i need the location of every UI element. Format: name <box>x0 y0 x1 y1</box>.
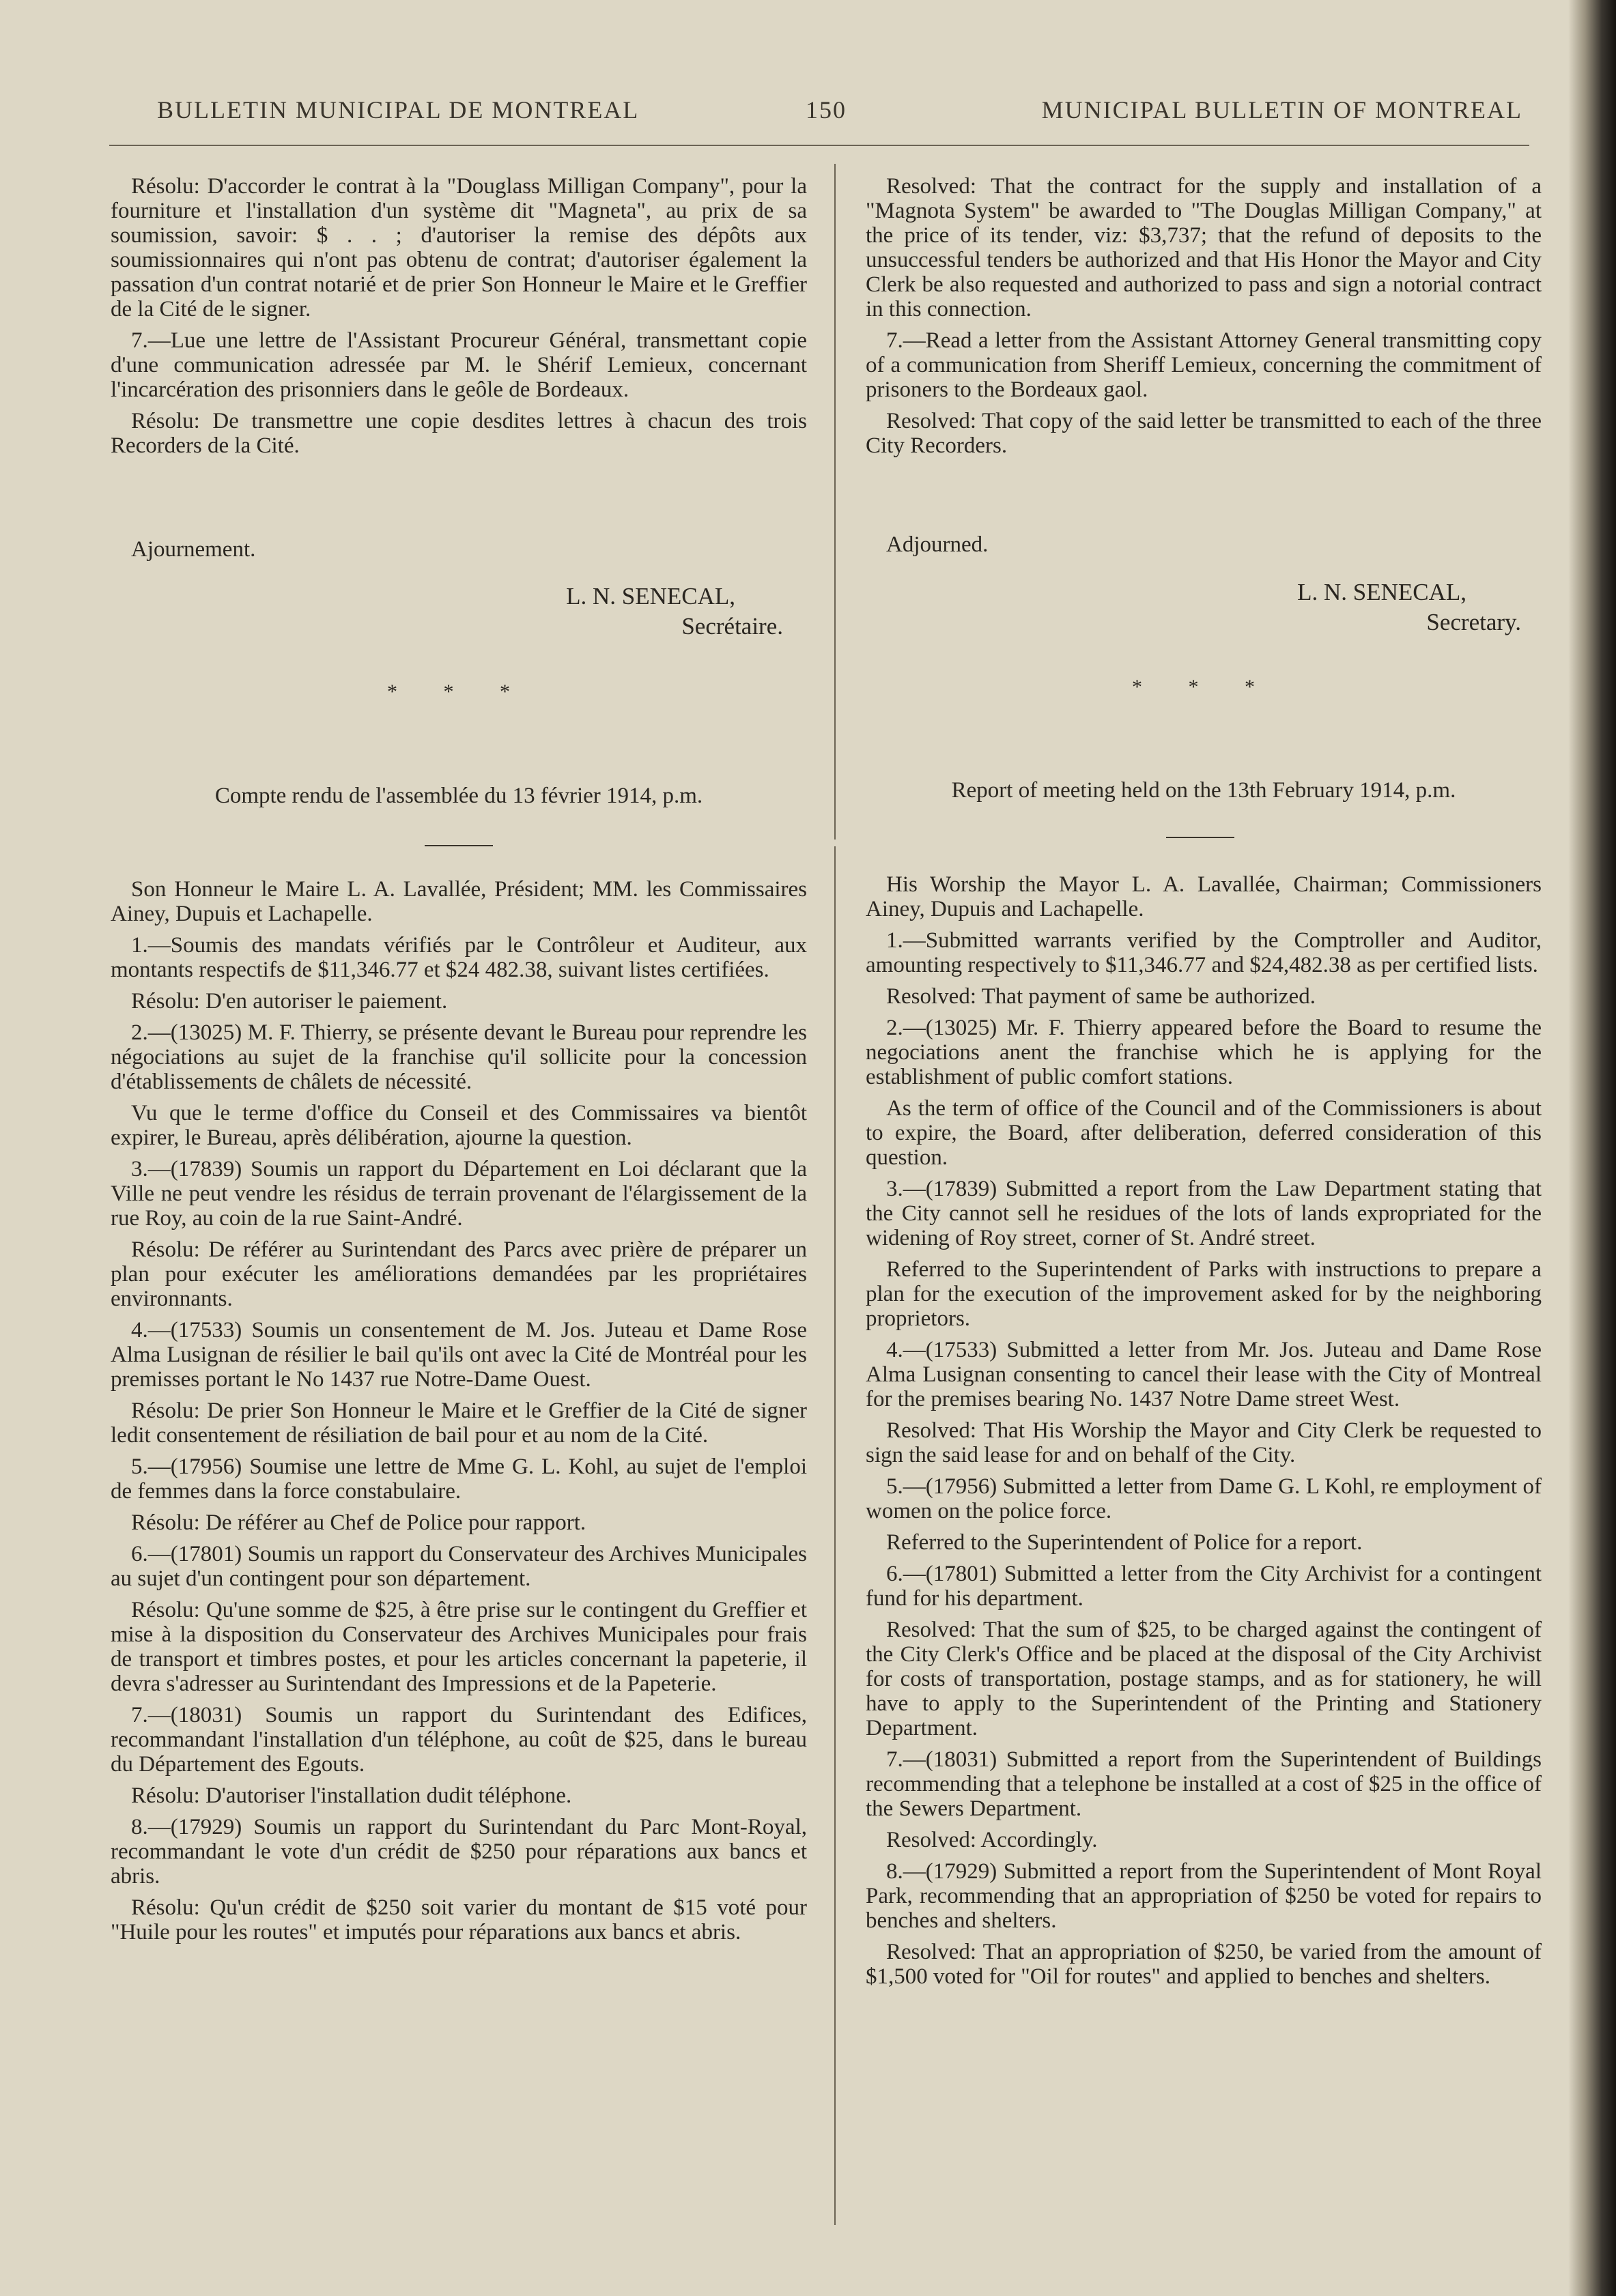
fr-resolution-2: Vu que le terme d'office du Conseil et des Commissaires va bientôt expirer, le Bureau, après délibération, ajourne la question. <box>111 1101 807 1150</box>
fr-attendance: Son Honneur le Maire L. A. Lavallée, Président; MM. les Commissaires Ainey, Dupuis et Lachapelle. <box>111 877 807 926</box>
fr-resolution-1: Résolu: D'en autoriser le paiement. <box>131 989 448 1014</box>
en-resolution-5: Referred to the Superintendent of Police for a report. <box>886 1530 1363 1555</box>
english-top-section <box>866 174 1542 465</box>
fr-item-1: 1.—Soumis des mandats vérifiés par le Contrôleur et Auditeur, aux montants respectifs de $11,346.77 et $24 482.38, suivant listes certifiées. <box>111 933 807 982</box>
english-closing <box>866 532 1542 564</box>
fr-resolution-3: Résolu: De référer au Surintendant des Parcs avec prière de préparer un plan pour exécuter les améliorations demandées par les propriétaires environnants. <box>111 1237 807 1311</box>
en-item-5: 5.—(17956) Submitted a letter from Dame G. L Kohl, re employment of women on the police force. <box>866 1474 1542 1523</box>
en-resolution-8: Resolved: That an appropriation of $250, be varied from the amount of $1,500 voted for "Oil for routes" and applied to benches and shelters. <box>866 1940 1542 1989</box>
fr-item-6: 6.—(17801) Soumis un rapport du Conservateur des Archives Municipales au sujet d'un contingent pour son département. <box>111 1542 807 1591</box>
french-top-section <box>111 174 807 465</box>
en-resolution-1: Resolved: That payment of same be authorized. <box>886 984 1316 1009</box>
en-item-3: 3.—(17839) Submitted a report from the Law Department stating that the City cannot sell he residues of the lots of lands expropriated for the widening of Roy street, corner of St. André street. <box>866 1177 1542 1250</box>
fr-resolution-8: Résolu: Qu'un crédit de $250 soit varier du montant de $15 voté pour "Huile pour les routes" et imputés pour réparations aux bancs et abris. <box>111 1895 807 1945</box>
fr-resolution-7: Résolu: De transmettre une copie desdites lettres à chacun des trois Recorders de la Cité. <box>111 409 807 458</box>
fr-item-8: 8.—(17929) Soumis un rapport du Surintendant du Parc Mont-Royal, recommandant le vote d'un crédit de $250 pour réparations aux bancs et abris. <box>111 1815 807 1889</box>
fr-item-2: 2.—(13025) M. F. Thierry, se présente devant le Bureau pour reprendre les négociations au sujet de la franchise qu'il sollicite pour la concession d'établissements de châlets de nécessité. <box>111 1020 807 1094</box>
fr-resolution-4: Résolu: De prier Son Honneur le Maire et le Greffier de la Cité de signer ledit consentement de résiliation de bail pour et au nom de la Cité. <box>111 1398 807 1448</box>
fr-resolution-contract: Résolu: D'accorder le contrat à la "Douglass Milligan Company", pour la fourniture et l'installation d'un système dit "Magneta", au prix de sa soumission, savoir: $ . . ; d'autoriser la remise des dépôts aux soumissionnaires qui n'ont pas obtenu de contrat; d'autoriser également la passation d'un contrat notarié et de prier Son Honneur le Maire et le Greffier de la Cité de le signer. <box>111 174 807 321</box>
french-closing <box>111 537 807 569</box>
book-spine-shadow <box>1568 0 1616 2296</box>
page-number: 150 <box>806 96 847 124</box>
fr-signature-title: Secrétaire. <box>681 613 783 640</box>
fr-item-5: 5.—(17956) Soumise une lettre de Mme G. L. Kohl, au sujet de l'emploi de femmes dans la force constabulaire. <box>111 1454 807 1504</box>
fr-item-7: 7.—Lue une lettre de l'Assistant Procureur Général, transmettant copie d'une communication adressée par M. le Shérif Lemieux, concernant l'incarcération des prisonniers dans le geôle de Bordeaux. <box>111 328 807 402</box>
en-attendance: His Worship the Mayor L. A. Lavallée, Chairman; Commissioners Ainey, Dupuis and Lachapelle. <box>866 872 1542 921</box>
french-signature <box>111 582 783 642</box>
fr-item-4: 4.—(17533) Soumis un consentement de M. Jos. Juteau et Dame Rose Alma Lusignan de résilier le bail qu'ils ont avec la Cité de Montréal pour les premisses portant le No 1437 rue Notre-Dame Ouest. <box>111 1318 807 1392</box>
en-item-1: 1.—Submitted warrants verified by the Comptroller and Auditor, amounting respectively to $11,346.77 and $24,482.38 as per certified lists. <box>866 928 1542 977</box>
en-resolution-6: Resolved: That the sum of $25, to be charged against the contingent of the City Clerk's Office and be placed at the disposal of the City Archivist for costs of transportation, postage stamps, and as for stationery, he will have to apply to the Superintendent of the Printing and Stationery Department. <box>866 1618 1542 1740</box>
fr-resolution-5: Résolu: De référer au Chef de Police pour rapport. <box>131 1510 586 1535</box>
fr-signature-name: L. N. SENECAL, <box>566 583 735 609</box>
en-item-2: 2.—(13025) Mr. F. Thierry appeared before the Board to resume the negociations anent the franchise which he is applying for the establishment of public comfort stations. <box>866 1016 1542 1089</box>
english-report-title: Report of meeting held on the 13th February 1914, p.m. <box>951 778 1456 803</box>
en-adjournment: Adjourned. <box>886 532 989 557</box>
fr-resolution-7b: Résolu: D'autoriser l'installation dudit téléphone. <box>131 1783 572 1808</box>
column-divider-bottom <box>834 846 836 2225</box>
en-resolution-contract: Resolved: That the contract for the supply and installation of a "Magnota System" be awarded to "The Douglas Milligan Company," at the price of its tender, viz: $3,737; that the refund of deposits to the unsuccessful tenders be authorized and that His Honor the Mayor and City Clerk be also requested and authorized to pass and sign a notorial contract in this connection. <box>866 174 1542 321</box>
en-resolution-7: Resolved: That copy of the said letter be transmitted to each of the three City Recorders. <box>866 409 1542 458</box>
header-english-title: MUNICIPAL BULLETIN OF MONTREAL <box>1041 96 1522 124</box>
en-resolution-4: Resolved: That His Worship the Mayor and City Clerk be requested to sign the said lease for and on behalf of the City. <box>866 1418 1542 1467</box>
en-item-4: 4.—(17533) Submitted a letter from Mr. Jos. Juteau and Dame Rose Alma Lusignan consenting to cancel their lease with the City of Montreal for the premises bearing No. 1437 Notre Dame street West. <box>866 1338 1542 1411</box>
fr-adjournment: Ajournement. <box>131 537 256 562</box>
en-item-6: 6.—(17801) Submitted a letter from the City Archivist for a contingent fund for his department. <box>866 1562 1542 1611</box>
en-item-7b: 7.—(18031) Submitted a report from the Superintendent of Buildings recommending that a telephone be installed at a cost of $25 in the office of the Sewers Department. <box>866 1747 1542 1821</box>
english-stars: * * * <box>1132 676 1275 698</box>
english-signature <box>866 577 1521 637</box>
french-stars: * * * <box>387 680 530 703</box>
english-short-rule <box>1166 837 1234 838</box>
en-resolution-7b: Resolved: Accordingly. <box>886 1828 1098 1852</box>
fr-item-3: 3.—(17839) Soumis un rapport du Département en Loi déclarant que la Ville ne peut vendre les résidus de terrain provenant de l'élargissement de la rue Roy, au coin de la rue Saint-André. <box>111 1157 807 1231</box>
french-report-title: Compte rendu de l'assemblée du 13 février 1914, p.m. <box>214 784 703 808</box>
fr-resolution-6: Résolu: Qu'une somme de $25, à être prise sur le contingent du Greffier et mise à la disposition du Conservateur des Archives Municipales pour frais de transport et timbres postes, et pour les articles concernant la papeterie, il devra s'adresser au Surintendant des Impressions et de la Papeterie. <box>111 1598 807 1696</box>
en-item-7: 7.—Read a letter from the Assistant Attorney General transmitting copy of a communication from Sheriff Lemieux, concerning the commitment of prisoners to the Bordeaux gaol. <box>866 328 1542 402</box>
en-signature-name: L. N. SENECAL, <box>1297 579 1466 605</box>
fr-item-7b: 7.—(18031) Soumis un rapport du Surintendant des Edifices, recommandant l'installation d'un téléphone, au coût de $25, dans le bureau du Département des Egouts. <box>111 1703 807 1777</box>
en-item-8: 8.—(17929) Submitted a report from the Superintendent of Mont Royal Park, recommending that an appropriation of $250 be voted for repairs to benches and shelters. <box>866 1859 1542 1933</box>
page-header <box>157 96 1522 130</box>
column-divider-top <box>834 164 836 840</box>
en-resolution-2: As the term of office of the Council and of the Commissioners is about to expire, the Board, after deliberation, deferred consideration of this question. <box>866 1096 1542 1170</box>
header-divider <box>109 145 1529 146</box>
en-signature-title: Secretary. <box>1426 609 1521 635</box>
french-short-rule <box>425 845 493 846</box>
english-minutes <box>866 872 1542 1996</box>
header-french-title: BULLETIN MUNICIPAL DE MONTREAL <box>157 96 640 124</box>
french-minutes <box>111 877 807 1951</box>
en-resolution-3: Referred to the Superintendent of Parks with instructions to prepare a plan for the execution of the improvement asked for by the neighboring proprietors. <box>866 1257 1542 1331</box>
